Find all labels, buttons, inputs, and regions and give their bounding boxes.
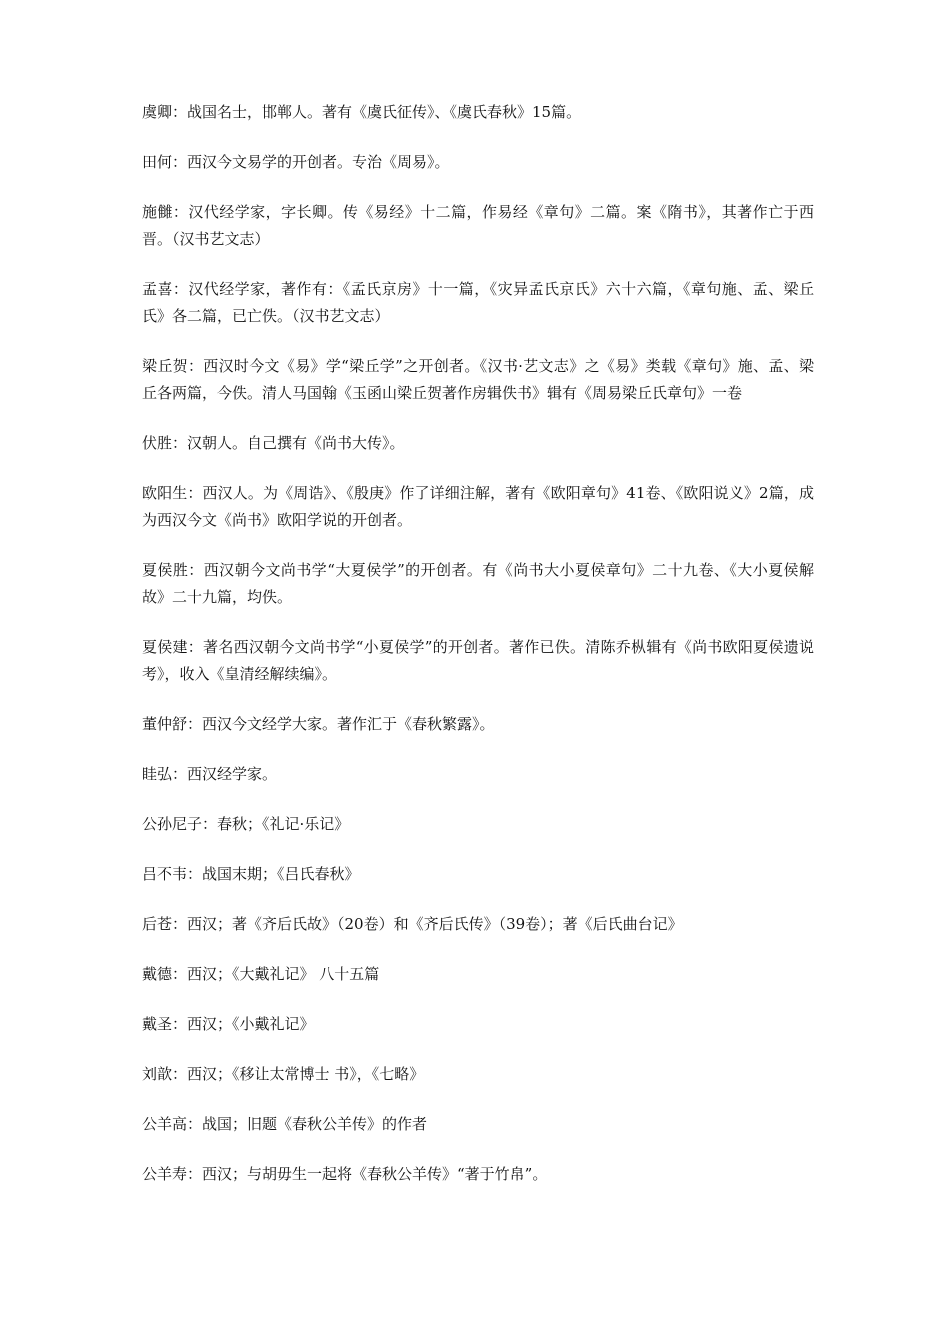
entry-hou-cang: 后苍：西汉；著《齐后氏故》（20卷）和《齐后氏传》（39卷）；著《后氏曲台记》 bbox=[142, 915, 683, 933]
entry-yu-qing: 虞卿：战国名士，邯郸人。著有《虞氏征传》、《虞氏春秋》15篇。 bbox=[142, 103, 582, 121]
entry-dong-zhongshu: 董仲舒：西汉今文经学大家。著作汇于《春秋繁露》。 bbox=[142, 715, 495, 733]
entry-liu-xin: 刘歆：西汉；《移让太常博士 书》，《七略》 bbox=[142, 1065, 425, 1083]
entry-ouyang-sheng: 欧阳生：西汉人。为《周诰》、《殷庚》作了详细注解，著有《欧阳章句》41卷、《欧阳说义》2篇，成为西汉今文《尚书》欧阳学说的开创者。 bbox=[142, 484, 814, 529]
entry-meng-xi: 孟喜：汉代经学家，著作有：《孟氏京房》十一篇，《灾异孟氏京氏》六十六篇，《章句施、孟、梁丘氏》各二篇，已亡佚。（汉书艺文志） bbox=[142, 280, 814, 325]
entry-xiahou-sheng: 夏侯胜：西汉朝今文尚书学“大夏侯学”的开创者。有《尚书大小夏侯章句》二十九卷、《大小夏侯解故》二十九篇，均佚。 bbox=[142, 561, 814, 606]
entry-gongyang-gao: 公羊高：战国；旧题《春秋公羊传》的作者 bbox=[142, 1115, 428, 1133]
entry-shi-chou: 施雠：汉代经学家，字长卿。传《易经》十二篇，作易经《章句》二篇。案《隋书》，其著作亡于西晋。（汉书艺文志） bbox=[142, 203, 814, 248]
entry-tian-he: 田何：西汉今文易学的开创者。专治《周易》。 bbox=[142, 153, 450, 171]
entry-xiahou-jian: 夏侯建：著名西汉朝今文尚书学“小夏侯学”的开创者。著作已佚。清陈乔枞辑有《尚书欧阳夏侯遗说考》，收入《皇清经解续编》。 bbox=[142, 638, 814, 683]
entry-dai-de: 戴德：西汉；《大戴礼记》 八十五篇 bbox=[142, 965, 380, 983]
entry-sui-hong: 眭弘：西汉经学家。 bbox=[142, 765, 278, 783]
entry-gongyang-shou: 公羊寿：西汉；与胡毋生一起将《春秋公羊传》“著于竹帛”。 bbox=[142, 1165, 548, 1183]
entry-gongsun-nizi: 公孙尼子：春秋；《礼记·乐记》 bbox=[142, 815, 350, 833]
entry-lu-buwei: 吕不韦：战国末期；《吕氏春秋》 bbox=[142, 865, 360, 883]
entry-dai-sheng: 戴圣：西汉；《小戴礼记》 bbox=[142, 1015, 315, 1033]
entry-fu-sheng: 伏胜：汉朝人。自己撰有《尚书大传》。 bbox=[142, 434, 405, 452]
entry-liangqiu-he: 梁丘贺：西汉时今文《易》学“梁丘学”之开创者。《汉书·艺文志》之《易》类载《章句》施、孟、梁丘各两篇，今佚。清人马国翰《玉函山梁丘贺著作房辑佚书》辑有《周易梁丘氏章句》一卷 bbox=[142, 357, 814, 402]
document-body bbox=[142, 99, 814, 1211]
